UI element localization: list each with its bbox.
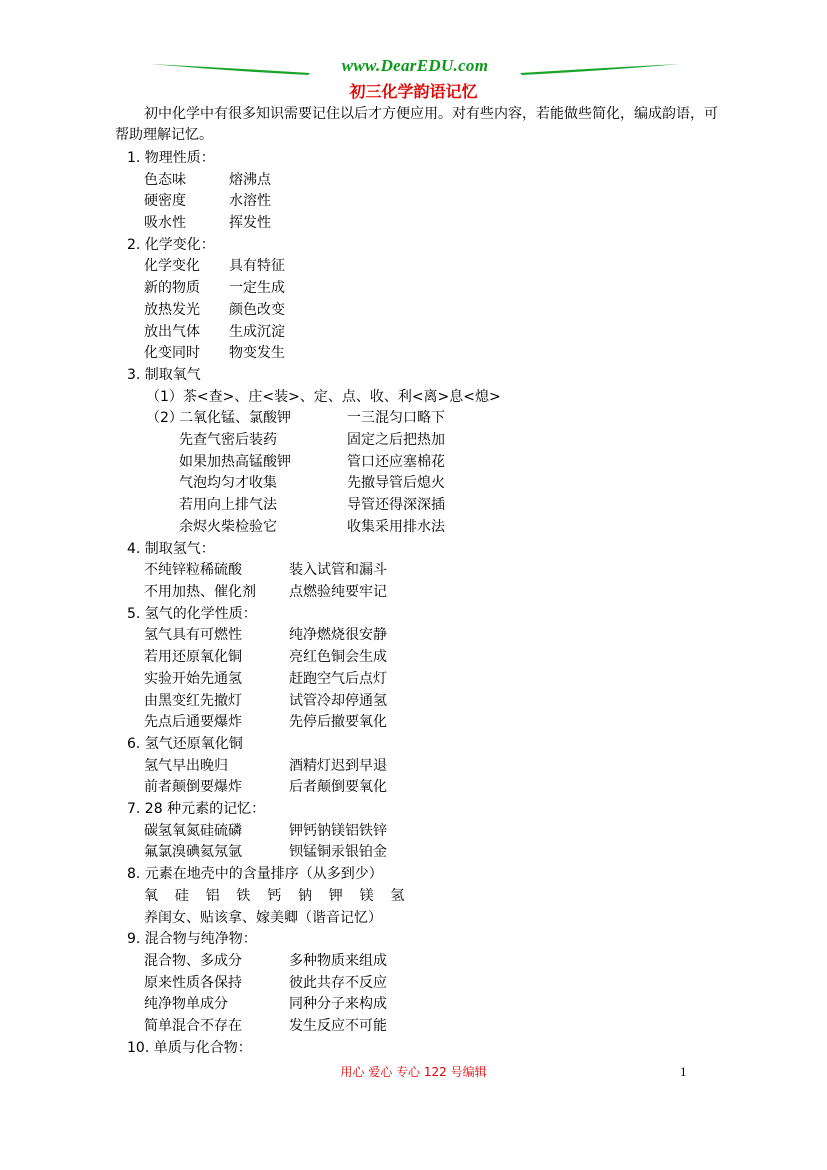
rhyme-left: 实验开始先通氢 xyxy=(144,671,242,687)
rhyme-right: 一定生成 xyxy=(229,280,285,296)
section-heading: 2. 化学变化： xyxy=(127,237,215,253)
rhyme-right: 同种分子来构成 xyxy=(289,996,387,1012)
rhyme-left: 化变同时 xyxy=(144,345,200,361)
rhyme-left: 如果加热高锰酸钾 xyxy=(179,454,291,470)
rhyme-right: 多种物质来组成 xyxy=(289,953,387,969)
rhyme-left: 放热发光 xyxy=(144,302,200,318)
section-heading: 5. 氢气的化学性质： xyxy=(127,606,257,622)
rhyme-left: 硬密度 xyxy=(144,193,186,209)
rhyme-right: 一三混匀口略下 xyxy=(347,410,445,426)
element-symbol: 镁 xyxy=(359,888,374,904)
rhyme-right: 具有特征 xyxy=(229,258,285,274)
site-logo-banner xyxy=(150,56,680,80)
rhyme-right: 管口还应塞棉花 xyxy=(347,454,445,470)
rhyme-right: 赶跑空气后点灯 xyxy=(289,671,387,687)
rhyme-right: 颜色改变 xyxy=(229,302,285,318)
rhyme-left: 原来性质各保持 xyxy=(144,975,242,991)
section-heading: 8. 元素在地壳中的含量排序（从多到少） xyxy=(127,866,383,882)
element-symbol: 钾 xyxy=(328,888,343,904)
section-heading: 1. 物理性质： xyxy=(127,150,215,166)
rhyme-left: 若用还原氧化铜 xyxy=(144,649,242,665)
section-heading: 6. 氢气还原氧化铜 xyxy=(127,736,243,752)
element-symbol: 铁 xyxy=(236,888,251,904)
rhyme-right: 先撤导管后熄火 xyxy=(347,475,445,491)
rhyme-right: 收集采用排水法 xyxy=(347,519,445,535)
section-heading: 10. 单质与化合物： xyxy=(127,1040,252,1056)
rhyme-right: 物变发生 xyxy=(229,345,285,361)
page-number: 1 xyxy=(680,1064,687,1079)
rhyme-right: 钡锰铜汞银铂金 xyxy=(289,844,387,860)
rhyme-right: 导管还得深深插 xyxy=(347,497,445,513)
footer-text: 用心 爱心 专心 122 号编辑 xyxy=(340,1065,487,1079)
section-heading: 9. 混合物与纯净物： xyxy=(127,931,257,947)
rhyme-left: 氢气具有可燃性 xyxy=(144,627,242,643)
element-symbol: 氧 xyxy=(144,888,158,904)
list-item: （1）茶<查>、庄<装>、定、点、收、利<离>息<熄> xyxy=(146,389,501,405)
rhyme-left: 吸水性 xyxy=(144,215,186,231)
rhyme-left: 气泡均匀才收集 xyxy=(179,475,277,491)
rhyme-right: 纯净燃烧很安静 xyxy=(289,627,387,643)
rhyme-left: 新的物质 xyxy=(144,280,200,296)
rhyme-left: 氢气早出晚归 xyxy=(144,758,228,774)
rhyme-left: 简单混合不存在 xyxy=(144,1018,242,1034)
rhyme-right: 生成沉淀 xyxy=(229,324,285,340)
rhyme-right: 试管冷却停通氢 xyxy=(289,693,387,709)
rhyme-right: 彼此共存不反应 xyxy=(289,975,387,991)
rhyme-left: 余烬火柴检验它 xyxy=(179,519,277,535)
element-symbol: 钠 xyxy=(298,888,312,904)
rhyme-left: 由黑变红先撤灯 xyxy=(144,693,242,709)
element-symbol: 氢 xyxy=(390,888,405,904)
rhyme-right: 钾钙钠镁铝铁锌 xyxy=(289,823,387,839)
site-url: www.DearEDU.com xyxy=(341,56,489,75)
rhyme-left: 前者颠倒要爆炸 xyxy=(144,779,242,795)
rhyme-left: 混合物、多成分 xyxy=(144,953,242,969)
rhyme-right: 亮红色铜会生成 xyxy=(289,649,387,665)
rhyme-right: 装入试管和漏斗 xyxy=(289,562,387,578)
rhyme-left: 碳氢氧氮硅硫磷 xyxy=(144,823,242,839)
rhyme-right: 水溶性 xyxy=(229,193,271,209)
rhyme-left: 化学变化 xyxy=(144,258,200,274)
list-item-marker: （2） xyxy=(146,410,183,426)
rhyme-left: 色态味 xyxy=(144,172,186,188)
rhyme-right: 固定之后把热加 xyxy=(347,432,445,448)
element-symbol: 铝 xyxy=(205,888,220,904)
mnemonic-text: 养闺女、贴该拿、嫁美卿（谐音记忆） xyxy=(144,910,382,926)
section-heading: 3. 制取氧气 xyxy=(127,367,201,383)
rhyme-right: 后者颠倒要氧化 xyxy=(289,779,387,795)
rhyme-right: 发生反应不可能 xyxy=(289,1018,387,1034)
section-heading: 7. 28 种元素的记忆： xyxy=(127,801,266,817)
rhyme-left: 若用向上排气法 xyxy=(179,497,277,513)
section-heading: 4. 制取氢气： xyxy=(127,541,215,557)
rhyme-left: 二氧化锰、氯酸钾 xyxy=(179,410,291,426)
rhyme-right: 点燃验纯要牢记 xyxy=(289,584,387,600)
rhyme-left: 先查气密后装药 xyxy=(179,432,277,448)
document-title: 初三化学韵语记忆 xyxy=(349,82,478,101)
rhyme-left: 氟氯溴碘氦氖氩 xyxy=(144,844,242,860)
rhyme-right: 熔沸点 xyxy=(229,172,271,188)
element-symbol: 钙 xyxy=(267,888,282,904)
rhyme-right: 酒精灯迟到早退 xyxy=(289,758,387,774)
rhyme-right: 先停后撤要氧化 xyxy=(289,714,387,730)
intro-paragraph: 初中化学中有很多知识需要记住以后才方便应用。对有些内容，若能做些简化，编成韵语，可帮助理解记忆。 xyxy=(115,106,718,143)
rhyme-right: 挥发性 xyxy=(229,215,271,231)
rhyme-left: 纯净物单成分 xyxy=(144,996,228,1012)
rhyme-left: 先点后通要爆炸 xyxy=(144,714,242,730)
element-symbol: 硅 xyxy=(174,888,189,904)
rhyme-left: 放出气体 xyxy=(144,324,200,340)
rhyme-left: 不纯锌粒稀硫酸 xyxy=(144,562,242,578)
rhyme-left: 不用加热、催化剂 xyxy=(144,584,256,600)
